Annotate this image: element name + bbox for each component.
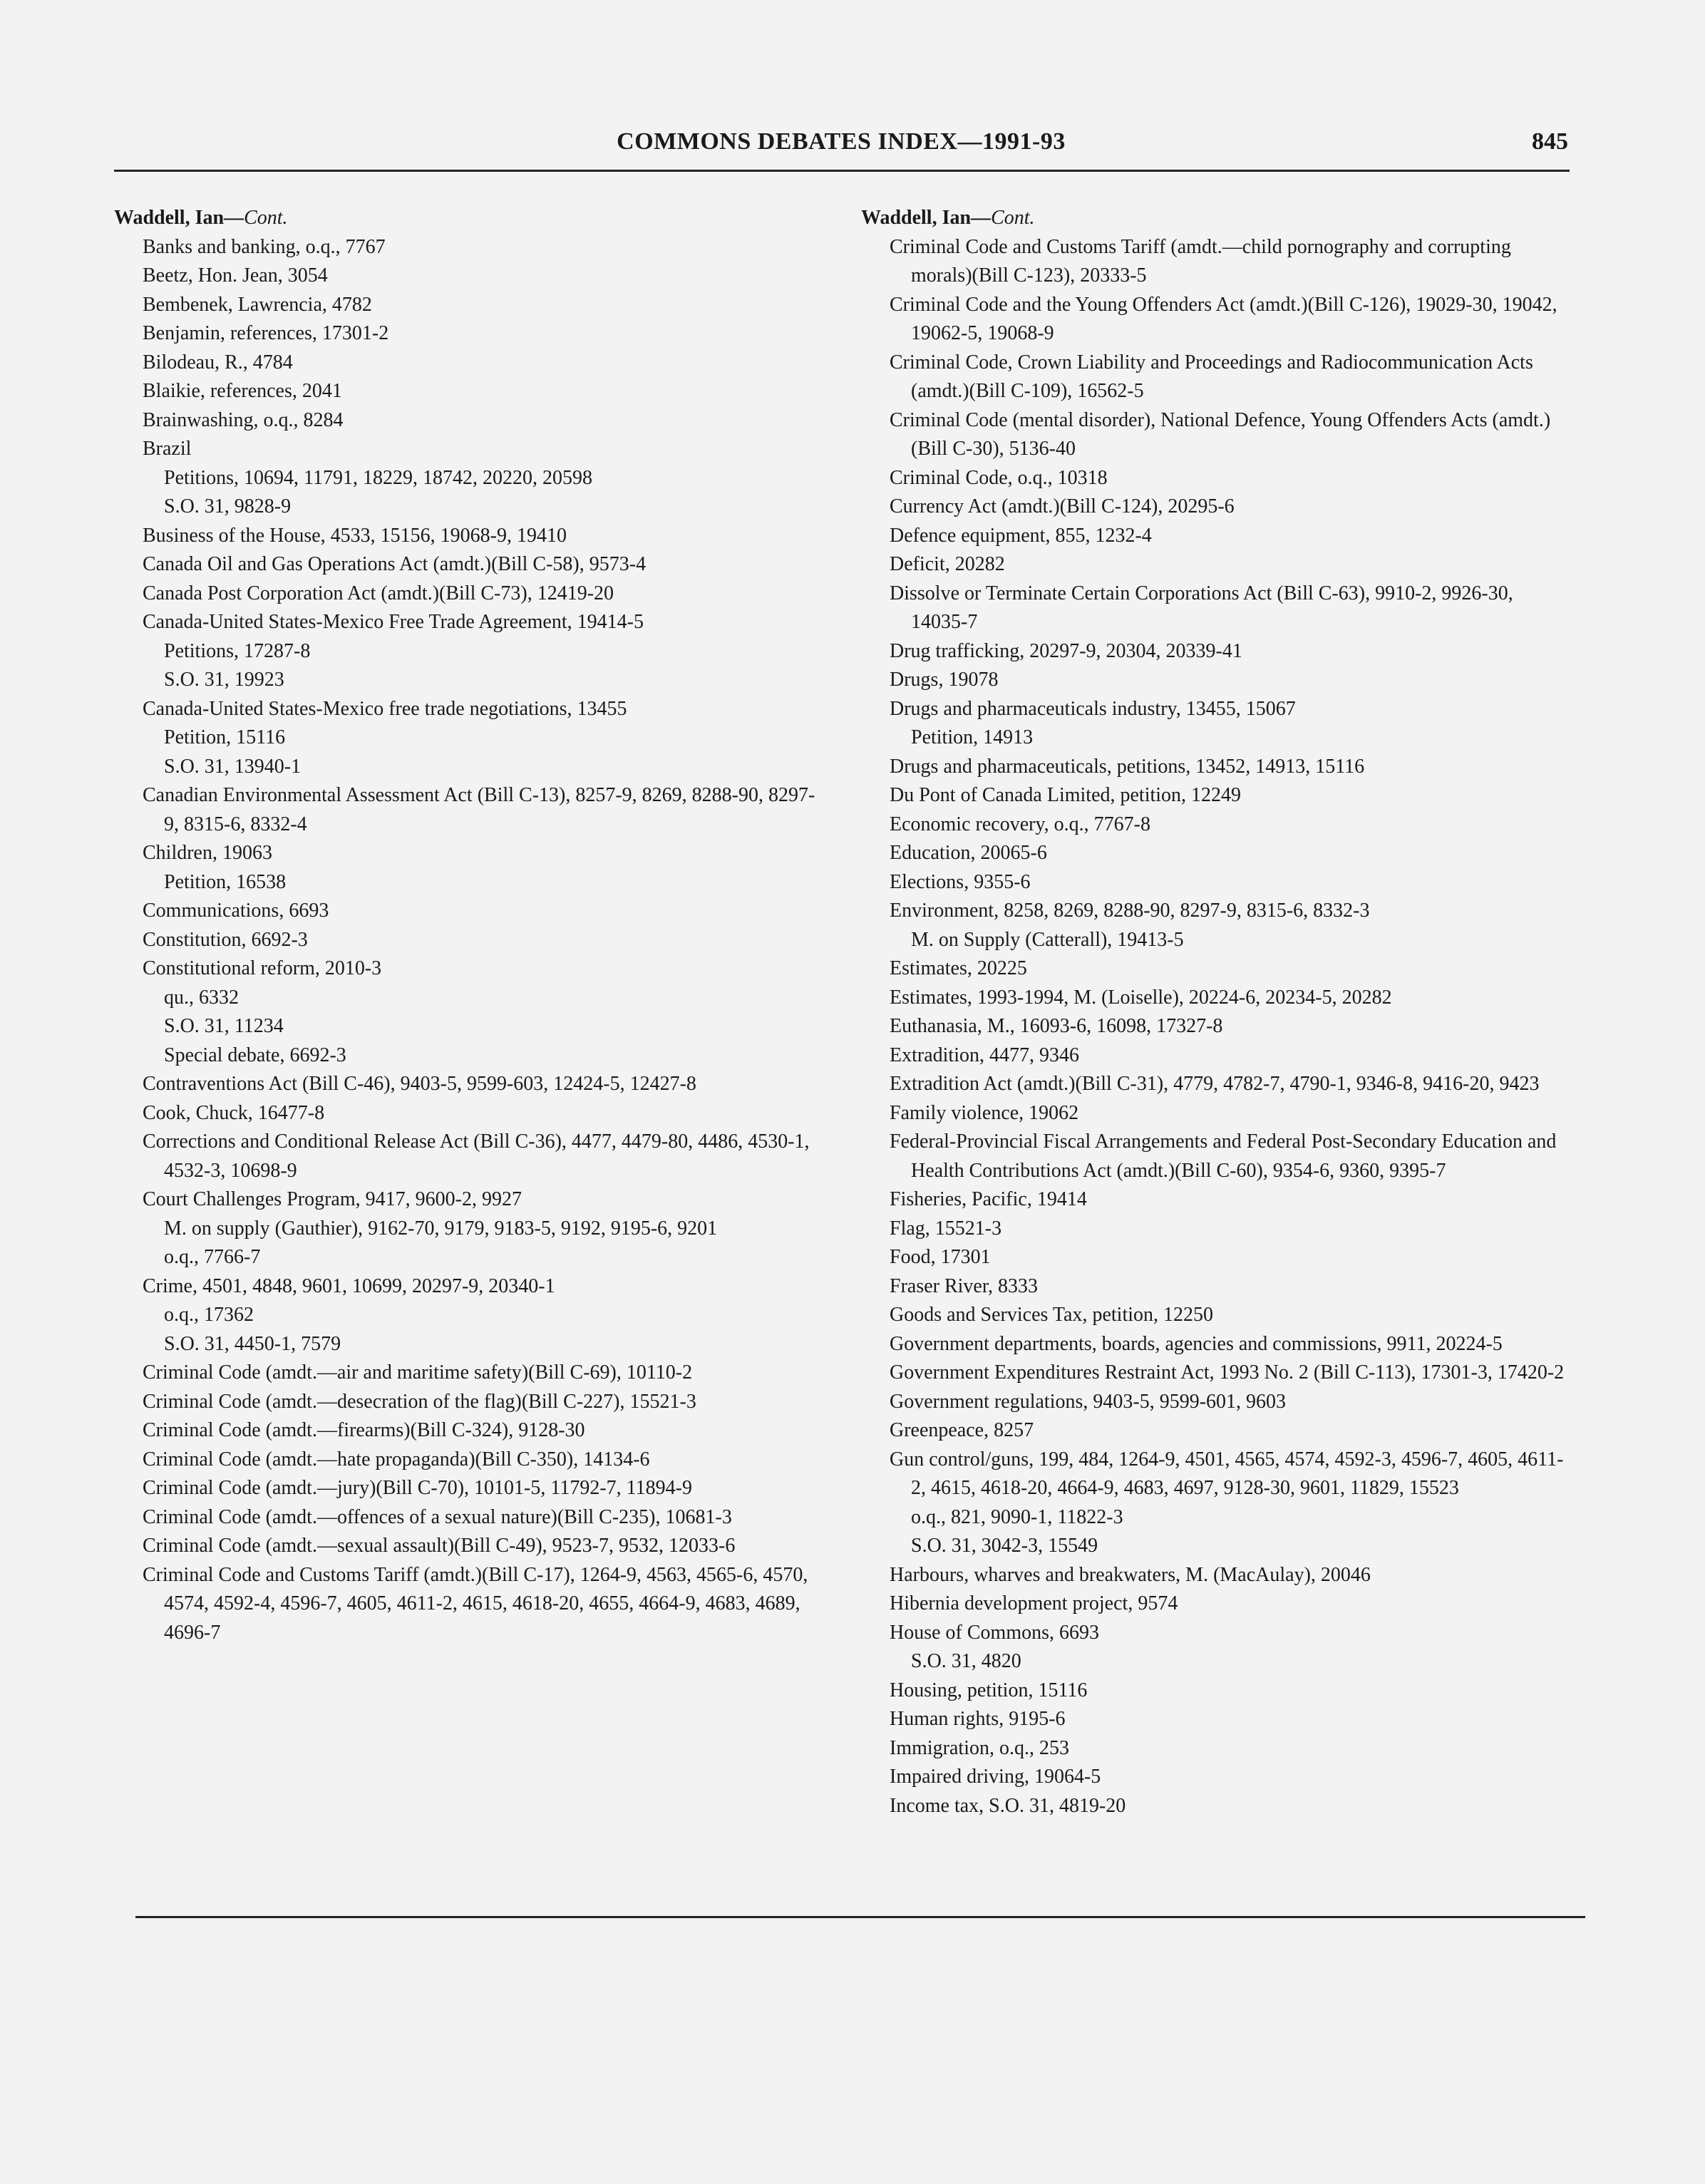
index-entry: Flag, 15521-3 [890,1217,1002,1240]
index-entry: Elections, 9355-6 [890,870,1031,893]
index-entry: Government regulations, 9403-5, 9599-601, 9603 [890,1390,1287,1413]
index-entry: Blaikie, references, 2041 [143,380,342,402]
index-entry: Deficit, 20282 [890,553,1005,575]
index-entry: Income tax, S.O. 31, 4819-20 [890,1794,1126,1817]
heading-name: Waddell, Ian— [861,207,991,229]
index-entry: Criminal Code (amdt.—desecration of the flag)(Bill C-227), 15521-3 [143,1390,696,1413]
index-subentry: Petition, 14913 [911,726,1034,748]
index-subentry: S.O. 31, 13940-1 [164,755,302,778]
index-entry: Canada Post Corporation Act (amdt.)(Bill C-73), 12419-20 [143,582,614,604]
footer-rule [135,1916,1585,1918]
index-entry: Bembenek, Lawrencia, 4782 [143,293,372,316]
index-entry: Benjamin, references, 17301-2 [143,322,389,344]
index-entry: Economic recovery, o.q., 7767-8 [890,813,1150,835]
index-entry: Brazil [143,438,192,460]
index-entry: Fisheries, Pacific, 19414 [890,1188,1087,1210]
index-subentry: S.O. 31, 4820 [911,1650,1021,1672]
index-entry: Extradition Act (amdt.)(Bill C-31), 4779, 4782-7, 4790-1, 9346-8, 9416-20, 9423 [890,1073,1540,1095]
header-rule [114,170,1570,172]
index-entry: Bilodeau, R., 4784 [143,351,293,374]
index-entry: Hibernia development project, 9574 [890,1592,1178,1614]
index-entry: Criminal Code (amdt.—hate propaganda)(Bill C-350), 14134-6 [143,1448,650,1470]
index-entry: Criminal Code and Customs Tariff (amdt.—child pornography and corrupting morals)(Bill C-123), 20333-5 [890,235,1511,287]
index-subentry: M. on Supply (Catterall), 19413-5 [911,928,1184,951]
index-subentry: o.q., 821, 9090-1, 11822-3 [911,1505,1123,1528]
heading-name: Waddell, Ian— [114,207,244,229]
running-title: COMMONS DEBATES INDEX—1991-93 [617,128,1066,155]
index-subentry: M. on supply (Gauthier), 9162-70, 9179, 9183-5, 9192, 9195-6, 9201 [164,1217,718,1240]
index-entry: Du Pont of Canada Limited, petition, 12249 [890,784,1242,806]
heading-cont: Cont. [244,207,288,229]
index-entry: Communications, 6693 [143,900,329,922]
index-entry: Criminal Code (amdt.—air and maritime safety)(Bill C-69), 10110-2 [143,1361,693,1384]
index-subentry: S.O. 31, 9828-9 [164,495,292,517]
index-subentry: qu., 6332 [164,986,239,1009]
index-subentry: o.q., 17362 [164,1304,254,1326]
index-entry: Goods and Services Tax, petition, 12250 [890,1304,1214,1326]
index-entry: Estimates, 20225 [890,957,1027,979]
index-entries [861,233,1574,1821]
left-column [114,204,827,1647]
index-entry: Canada-United States-Mexico Free Trade Agreement, 19414-5 [143,611,644,633]
index-entry: Drug trafficking, 20297-9, 20304, 20339-41 [890,639,1242,662]
index-entry: Children, 19063 [143,842,272,864]
index-entry: Education, 20065-6 [890,842,1047,864]
index-entry: Drugs, 19078 [890,669,999,691]
index-entry: Government Expenditures Restraint Act, 1993 No. 2 (Bill C-113), 17301-3, 17420-2 [890,1361,1565,1384]
index-entry: Cook, Chuck, 16477-8 [143,1101,325,1124]
index-entry: Environment, 8258, 8269, 8288-90, 8297-9, 8315-6, 8332-3 [890,900,1370,922]
index-subentry: S.O. 31, 11234 [164,1015,284,1037]
index-subentry: Petition, 15116 [164,726,286,748]
index-entry: Criminal Code (amdt.—firearms)(Bill C-324), 9128-30 [143,1419,585,1441]
index-entry: Constitution, 6692-3 [143,928,308,951]
page-number: 845 [1532,128,1568,155]
index-entry: Criminal Code (amdt.—offences of a sexual nature)(Bill C-235), 10681-3 [143,1505,732,1528]
index-entry: Extradition, 4477, 9346 [890,1044,1079,1066]
index-entry: Business of the House, 4533, 15156, 19068-9, 19410 [143,524,567,547]
index-subentry: Petition, 16538 [164,870,287,893]
index-entry: Dissolve or Terminate Certain Corporations Act (Bill C-63), 9910-2, 9926-30, 14035-7 [890,582,1513,633]
index-entry: Housing, petition, 15116 [890,1679,1088,1701]
index-subentry: o.q., 7766-7 [164,1246,261,1268]
index-entry: Criminal Code, Crown Liability and Proceedings and Radiocommunication Acts (amdt.)(Bill C-109), 16562-5 [890,351,1533,402]
index-subentry: Petitions, 10694, 11791, 18229, 18742, 20220, 20598 [164,466,592,489]
index-entry: Federal-Provincial Fiscal Arrangements and Federal Post-Secondary Education and Health Contributions Act (amdt.)(Bill C-60), 9354-6, 9360, 9395-7 [890,1130,1557,1182]
index-entry: Criminal Code (amdt.—sexual assault)(Bill C-49), 9523-7, 9532, 12033-6 [143,1535,736,1557]
index-entry: Beetz, Hon. Jean, 3054 [143,264,328,287]
index-entry: Drugs and pharmaceuticals, petitions, 13452, 14913, 15116 [890,755,1365,778]
index-entry: Euthanasia, M., 16093-6, 16098, 17327-8 [890,1015,1223,1037]
index-entry: Criminal Code (amdt.—jury)(Bill C-70), 10101-5, 11792-7, 11894-9 [143,1477,692,1499]
index-entry: Food, 17301 [890,1246,991,1268]
index-entry: Harbours, wharves and breakwaters, M. (MacAulay), 20046 [890,1563,1371,1586]
heading-cont: Cont. [991,207,1035,229]
index-entry: Human rights, 9195-6 [890,1708,1066,1730]
index-entry: Canadian Environmental Assessment Act (Bill C-13), 8257-9, 8269, 8288-90, 8297-9, 8315-6, 8332-4 [143,784,815,835]
index-subentry: S.O. 31, 4450-1, 7579 [164,1332,341,1355]
index-entry: Canada Oil and Gas Operations Act (amdt.)(Bill C-58), 9573-4 [143,553,647,575]
index-subentry: S.O. 31, 3042-3, 15549 [911,1535,1098,1557]
index-subentry: Petitions, 17287-8 [164,639,311,662]
index-subentry: S.O. 31, 19923 [164,669,284,691]
index-entry: Criminal Code, o.q., 10318 [890,466,1108,489]
index-entry: House of Commons, 6693 [890,1621,1099,1644]
index-entry: Brainwashing, o.q., 8284 [143,408,344,431]
index-entries [114,233,827,1648]
right-column [861,204,1574,1820]
index-entry: Government departments, boards, agencies and commissions, 9911, 20224-5 [890,1332,1503,1355]
index-entry: Currency Act (amdt.)(Bill C-124), 20295-6 [890,495,1235,517]
column-heading [861,204,1574,233]
index-entry: Immigration, o.q., 253 [890,1736,1069,1759]
index-entry: Crime, 4501, 4848, 9601, 10699, 20297-9, 20340-1 [143,1274,555,1297]
index-entry: Criminal Code and the Young Offenders Act (amdt.)(Bill C-126), 19029-30, 19042, 19062-5, 19068-9 [890,293,1557,344]
index-entry: Greenpeace, 8257 [890,1419,1034,1441]
index-entry: Estimates, 1993-1994, M. (Loiselle), 20224-6, 20234-5, 20282 [890,986,1392,1009]
index-entry: Court Challenges Program, 9417, 9600-2, 9927 [143,1188,522,1210]
page-header [114,128,1568,168]
index-entry: Banks and banking, o.q., 7767 [143,235,386,258]
index-subentry: Special debate, 6692-3 [164,1044,346,1066]
index-entry: Fraser River, 8333 [890,1274,1039,1297]
index-entry: Defence equipment, 855, 1232-4 [890,524,1152,547]
index-entry: Corrections and Conditional Release Act (Bill C-36), 4477, 4479-80, 4486, 4530-1, 4532-3, 10698-9 [143,1130,810,1182]
index-entry: Drugs and pharmaceuticals industry, 13455, 15067 [890,697,1296,720]
index-entry: Criminal Code and Customs Tariff (amdt.)(Bill C-17), 1264-9, 4563, 4565-6, 4570, 4574, 4592-4, 4596-7, 4605, 4611-2, 4615, 4618-20, 4655, 4664-9, 4683, 4689, 4696-7 [143,1563,808,1644]
index-entry: Contraventions Act (Bill C-46), 9403-5, 9599-603, 12424-5, 12427-8 [143,1073,696,1095]
index-entry: Constitutional reform, 2010-3 [143,957,382,979]
column-heading [114,204,827,233]
index-entry: Canada-United States-Mexico free trade negotiations, 13455 [143,697,627,720]
index-entry: Family violence, 19062 [890,1101,1079,1124]
index-entry: Gun control/guns, 199, 484, 1264-9, 4501, 4565, 4574, 4592-3, 4596-7, 4605, 4611-2, 4615, 4618-20, 4664-9, 4683, 4697, 9128-30, 9601, 11829, 15523 [890,1448,1564,1499]
index-entry: Impaired driving, 19064-5 [890,1766,1101,1788]
index-entry: Criminal Code (mental disorder), National Defence, Young Offenders Acts (amdt.)(Bill C-30), 5136-40 [890,408,1551,460]
